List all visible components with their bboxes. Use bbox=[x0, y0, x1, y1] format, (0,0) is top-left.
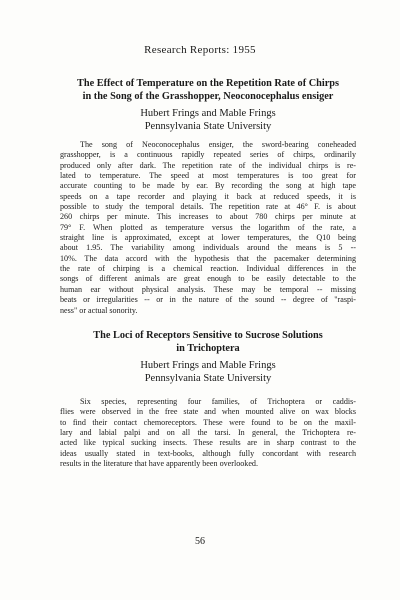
text-line: songs of different animals are great enough to be easily detectable to the bbox=[60, 274, 356, 284]
text-line: produced only after dark. The repetition rate of the individual chirps is re- bbox=[60, 160, 356, 170]
author-names: Hubert Frings and Mable Frings bbox=[140, 360, 276, 371]
abstract-text bbox=[60, 397, 356, 469]
text-line: speeds on a tape recorder and playing it back at reduced speeds, it is bbox=[60, 191, 356, 201]
text-line: ideas usually stated in text-books, although fully concordant with research bbox=[60, 448, 356, 458]
text-line: the rate of chirping is a chemical reaction. Individual differences in the bbox=[60, 264, 356, 274]
text-line: Six species, representing four families, of Trichoptera or caddis- bbox=[80, 397, 356, 406]
text-line: flies were observed in the free state and when mounted alive on wax blocks bbox=[60, 407, 356, 417]
title-line: The Effect of Temperature on the Repetition Rate of Chirps bbox=[76, 78, 340, 89]
text-line: 10%. The data accord with the hypothesis that the pacemaker determining bbox=[60, 253, 356, 263]
text-line: 260 chirps per minute. This increases to about 780 chirps per minute at bbox=[60, 212, 356, 222]
title-line: in the Song of the Grasshopper, Neoconocephalus ensiger bbox=[82, 90, 334, 102]
text-line: accurate counting to be made by ear. By recording the song at high tape bbox=[60, 181, 356, 191]
text-line: beats or irregularities -- or in the nature of the sound -- degree of "raspi- bbox=[60, 295, 356, 305]
article-title bbox=[60, 330, 356, 355]
text-line: grasshopper, is a continuous rapidly repeated series of chirps, ordinarily bbox=[60, 150, 356, 160]
abstract-text bbox=[60, 140, 356, 316]
title-line: The Loci of Receptors Sensitive to Sucrose Solutions bbox=[93, 330, 323, 341]
author-names: Hubert Frings and Mable Frings bbox=[140, 108, 276, 119]
text-line: results in the literature that have apparently been overlooked. bbox=[60, 459, 258, 469]
text-line: straight line is approximated, except at lower temperatures, the Q10 being bbox=[60, 233, 356, 243]
affiliation: Pennsylvania State University bbox=[144, 372, 272, 384]
text-line: about 1.95. The variability among individuals around the means is 5 -- bbox=[60, 243, 356, 253]
article-title bbox=[60, 78, 356, 103]
text-line: acted like typical sucking insects. These results are in sharp contrast to the bbox=[60, 438, 356, 448]
article-sucrose-receptors bbox=[60, 330, 356, 469]
text-line: The song of Neoconocephalus ensiger, the sword-bearing coneheaded bbox=[80, 140, 356, 149]
text-line: possible to study the temporal details. The repetition rate at 46° F. is about bbox=[60, 202, 356, 212]
running-head: Research Reports: 1955 bbox=[144, 44, 256, 56]
text-line: ness" or actual sonority. bbox=[60, 305, 138, 315]
title-line: in Trichoptera bbox=[176, 342, 240, 354]
text-line: lary and labial palpi and on all the tarsi. In general, the Trichoptera re- bbox=[60, 428, 356, 438]
affiliation: Pennsylvania State University bbox=[144, 120, 272, 132]
article-temperature-chirps bbox=[60, 78, 356, 316]
page-number: 56 bbox=[195, 536, 205, 547]
byline bbox=[60, 108, 356, 133]
text-line: lated to temperature. The speed at most temperatures is too great for bbox=[60, 171, 356, 181]
text-line: to find their contact chemoreceptors. These were found to be on the maxil- bbox=[60, 417, 356, 427]
byline bbox=[60, 360, 356, 385]
text-line: 79° F. When plotted as temperature versus the logarithm of the rate, a bbox=[60, 222, 356, 232]
text-line: human ear without physical analysis. These may be temporal -- missing bbox=[60, 284, 356, 294]
